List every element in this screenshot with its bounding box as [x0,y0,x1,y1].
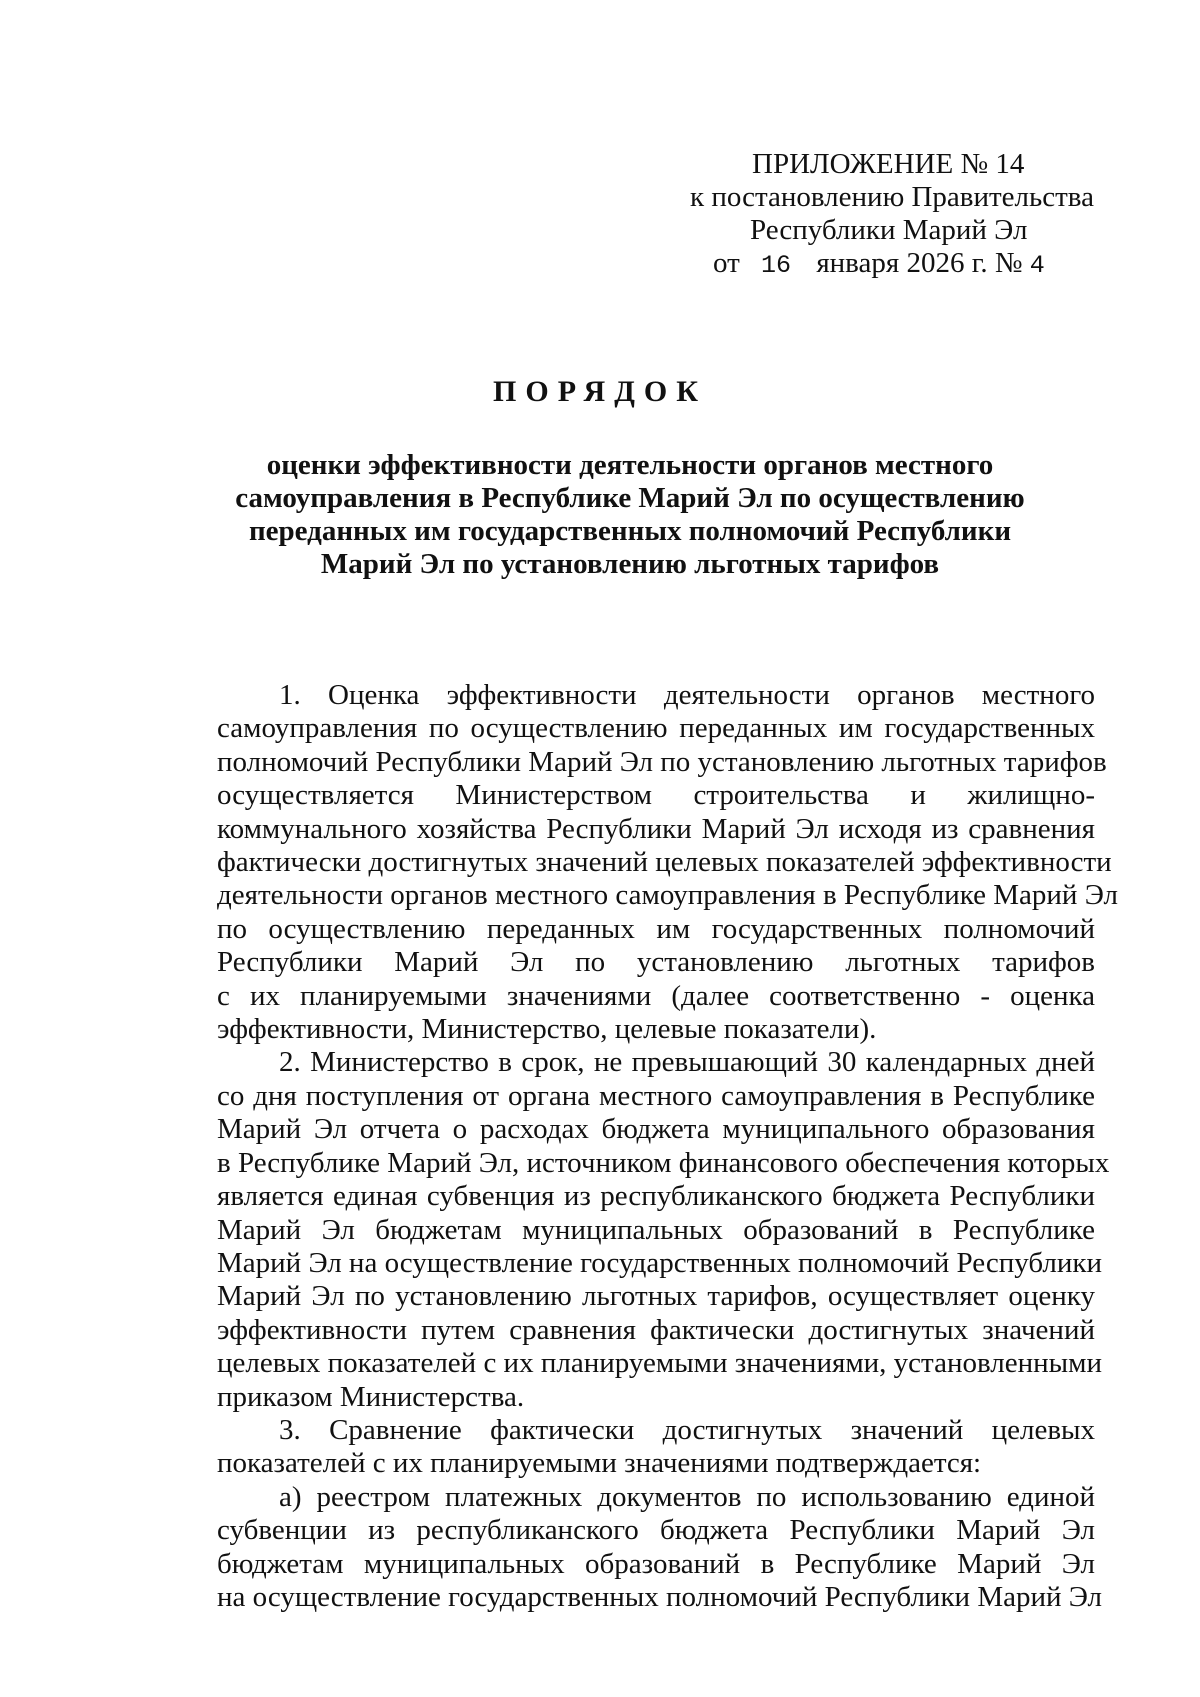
appendix-header [690,148,1110,282]
appendix-republic: Республики Марий Эл [750,214,1028,246]
body-line: Марий Эл отчета о расходах бюджета муниципального образования [217,1113,1095,1146]
body-line: 3. Сравнение фактически достигнутых значений целевых [279,1413,1095,1446]
subtitle-line: самоуправления в Республике Марий Эл по осуществлению [235,482,1025,514]
document-number: 4 [1029,251,1045,280]
body-line: со дня поступления от органа местного самоуправления в Республике [217,1079,1095,1112]
body-line: на осуществление государственных полномочий Республики Марий Эл [217,1580,1102,1613]
body-line: 1. Оценка эффективности деятельности органов местного [279,679,1095,711]
body-line: эффективности, Министерство, целевые показатели). [217,1013,877,1046]
body-line: является единая субвенция из республиканского бюджета Республики [217,1180,1095,1213]
document-body [217,679,1118,1614]
appendix-date-line [690,247,1110,282]
date-rest: января 2026 г. № [816,247,1023,279]
appendix-number: ПРИЛОЖЕНИЕ № 14 [752,148,1025,180]
body-line: осуществляется Министерством строительства и жилищно- [217,779,1095,812]
document-title: ПОРЯДОК [493,375,707,408]
body-line: целевых показателей с их планируемыми значениями, установленными [217,1347,1103,1380]
appendix-reference: к постановлению Правительства [690,181,1094,213]
date-prefix: от [713,247,740,279]
body-line: в Республике Марий Эл, источником финансового обеспечения которых [217,1146,1110,1179]
body-line: а) реестром платежных документов по использованию единой [279,1480,1095,1513]
body-line: с их планируемыми значениями (далее соответственно - оценка [217,979,1095,1012]
body-line: приказом Министерства. [217,1380,525,1413]
body-line: Марий Эл по установлению льготных тарифов, осуществляет оценку [217,1280,1095,1313]
body-line: субвенции из республиканского бюджета Республики Марий Эл [217,1514,1095,1547]
subtitle-line: Марий Эл по установлению льготных тарифов [320,548,940,580]
body-line: показателей с их планируемыми значениями подтверждается: [217,1447,982,1480]
body-line: Республики Марий Эл по установлению льготных тарифов [217,946,1095,979]
body-line: полномочий Республики Марий Эл по установлению льготных тарифов [217,745,1107,778]
body-line: фактически достигнутых значений целевых показателей эффективности [217,846,1112,879]
body-line: Марий Эл на осуществление государственных полномочий Республики [217,1246,1102,1279]
subtitle-line: переданных им государственных полномочий Республики [248,515,1012,547]
body-line: деятельности органов местного самоуправления в Республике Марий Эл [217,879,1118,912]
body-line: бюджетам муниципальных образований в Республике Марий Эл [217,1547,1095,1580]
body-line: самоуправления по осуществлению переданных им государственных [217,712,1095,745]
body-line: по осуществлению переданных им государственных полномочий [217,912,1095,945]
subtitle-line: оценки эффективности деятельности органов местного [266,449,994,481]
body-line: эффективности путем сравнения фактически достигнутых значений [217,1313,1095,1346]
body-line: 2. Министерство в срок, не превышающий 30 календарных дней [279,1046,1095,1079]
date-day: 16 [761,251,792,280]
body-line: Марий Эл бюджетам муниципальных образований в Республике [217,1213,1095,1246]
body-line: коммунального хозяйства Республики Марий Эл исходя из сравнения [217,812,1095,845]
document-subtitle [215,449,1045,581]
